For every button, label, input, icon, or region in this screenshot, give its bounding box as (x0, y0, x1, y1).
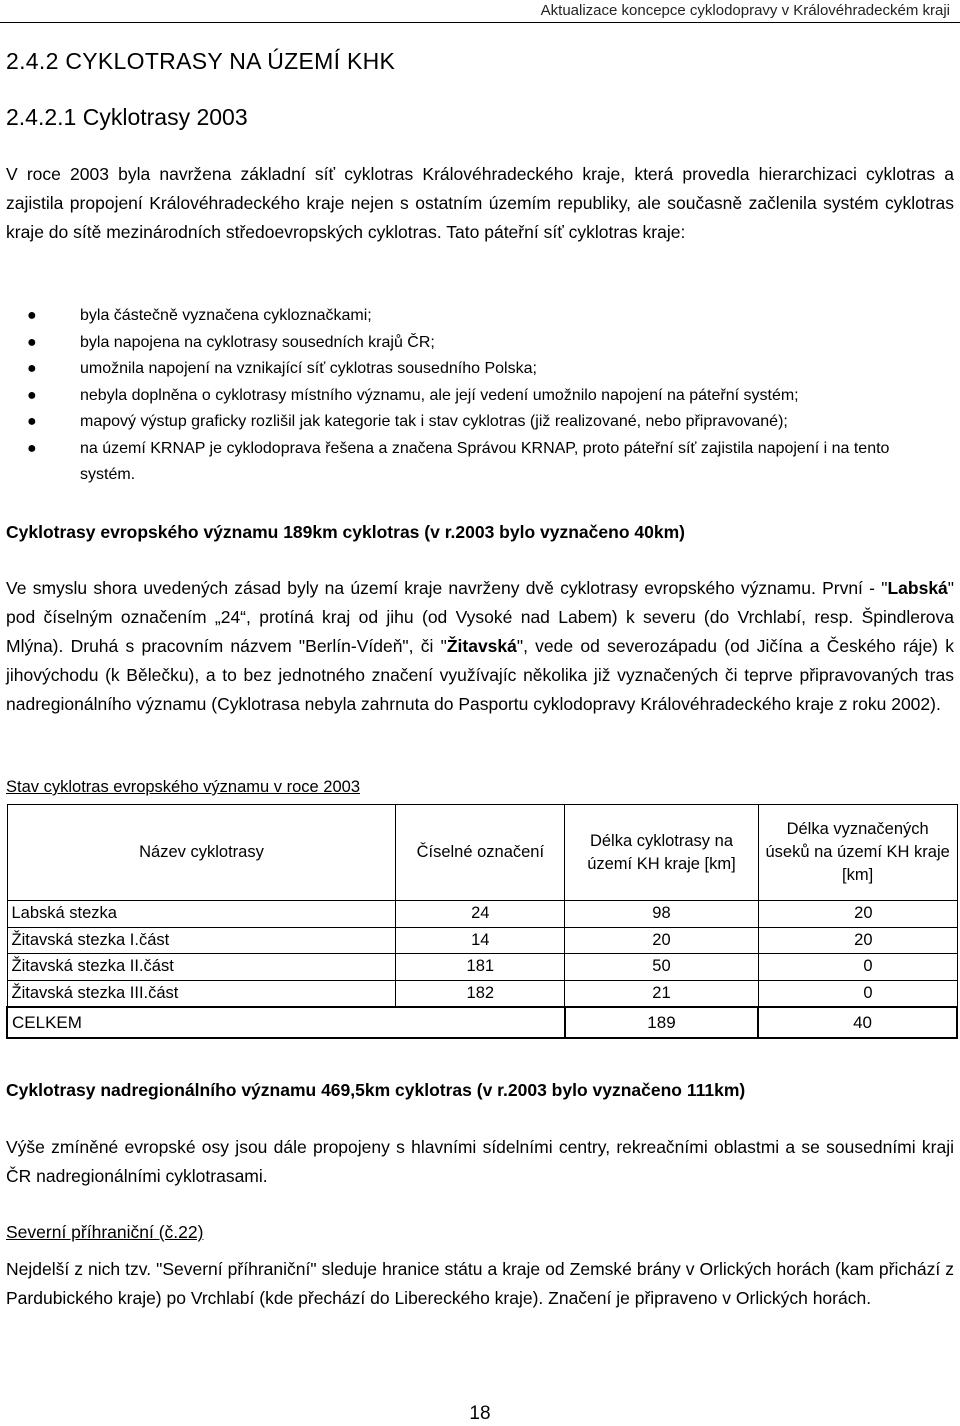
route-name: Žitavská stezka III.část (7, 980, 396, 1007)
european-routes-paragraph: Ve smyslu shora uvedených zásad byly na území kraje navrženy dvě cyklotrasy evropského významu. První - "Labská" pod číselným označením „24“, protíná kraj od jihu (od Vysoké nad Labem) k severu (do Vrchlabí, resp. Špindlerova Mlýna). Druhá s pracovním názvem "Berlín-Vídeň", či "Žitavská", vede od severozápadu (od Jičína a Českého ráje) k jihovýchodu (k Bělečku), a to bez jednotného značení využívajíc několika již vyznačených či teprve připravovaných tras nadregionálního významu (Cyklotrasa nebyla zahrnuta do Pasportu cyklodopravy Královéhradeckého kraje z roku 2002). (6, 578, 954, 714)
table-row (7, 901, 957, 928)
column-header: Délka vyznačených úseků na území KH kraje [km] (758, 805, 957, 901)
bullet-icon: ● (27, 439, 37, 457)
subsection-heading: 2.4.2.1 Cyklotrasy 2003 (6, 104, 248, 130)
section-heading: 2.4.2 CYKLOTRASY NA ÚZEMÍ KHK (6, 48, 396, 74)
list-item: ● byla napojena na cyklotrasy sousedních krajů ČR; (0, 330, 930, 357)
route-length: 50 (565, 954, 759, 981)
route-number: 182 (396, 980, 565, 1007)
intro-paragraph: V roce 2003 byla navržena základní síť cyklotras Královéhradeckého kraje, která provedla hierarchizaci cyklotras a zajistila propojení Královéhradeckého kraje nejen s ostatním územím republiky, ale současně začlenila systém cyklotras kraje do sítě mezinárodních středoevropských cyklotras. Tato páteřní síť cyklotras kraje: (6, 164, 954, 242)
table-caption: Stav cyklotras evropského významu v roce 2003 (6, 778, 361, 796)
route-marked: 20 (758, 927, 957, 954)
total-label: CELKEM (7, 1007, 565, 1038)
route-marked: 20 (758, 901, 957, 928)
european-routes-heading: Cyklotrasy evropského významu 189km cyklotras (v r.2003 bylo vyznačeno 40km) (6, 522, 685, 542)
list-item: ● nebyla doplněna o cyklotrasy místního významu, ale její vedení umožnilo napojení na páteřní systém; (0, 383, 930, 410)
bullet-icon: ● (27, 360, 37, 377)
route-number: 14 (396, 927, 565, 954)
total-marked: 40 (758, 1007, 957, 1038)
bullet-icon: ● (27, 413, 37, 430)
bullet-icon: ● (27, 333, 37, 351)
table-row (7, 980, 957, 1007)
bullet-icon: ● (27, 386, 37, 404)
list-item: ● mapový výstup graficky rozlišil jak kategorie tak i stav cyklotras (již realizované, nebo připravované); (0, 409, 930, 436)
table-header-row (7, 805, 957, 901)
table-row (7, 954, 957, 981)
list-item: ● byla částečně vyznačena cykloznačkami; (0, 303, 930, 330)
page-number: 18 (469, 1403, 491, 1424)
supraregional-paragraph: Výše zmíněné evropské osy jsou dále propojeny s hlavními sídelními centry, rekreačními oblastmi a se sousedními kraji ČR nadregionálními cyklotrasami. (6, 1137, 954, 1186)
route-marked: 0 (758, 954, 957, 981)
header-rule (0, 22, 960, 23)
list-item: ● na území KRNAP je cyklodoprava řešena a značena Správou KRNAP, proto páteřní síť zajistila napojení i na tento systém. (0, 436, 930, 489)
column-header: Název cyklotrasy (7, 805, 396, 901)
column-header: Číselné označení (396, 805, 565, 901)
table-total-row (7, 1007, 957, 1038)
running-header: Aktualizace koncepce cyklodopravy v Královéhradeckém kraji (540, 2, 950, 19)
route-marked: 0 (758, 980, 957, 1007)
route-name: Žitavská stezka II.část (7, 954, 396, 981)
route-number: 24 (396, 901, 565, 928)
column-header: Délka cyklotrasy na území KH kraje [km] (565, 805, 759, 901)
route-length: 21 (565, 980, 759, 1007)
route-length: 20 (565, 927, 759, 954)
total-length: 189 (565, 1007, 759, 1038)
route-number: 181 (396, 954, 565, 981)
table-row (7, 927, 957, 954)
route-name: Žitavská stezka I.část (7, 927, 396, 954)
supraregional-routes-heading: Cyklotrasy nadregionálního významu 469,5km cyklotras (v r.2003 bylo vyznačeno 111km) (6, 1080, 746, 1100)
route-name: Labská stezka (7, 901, 396, 928)
bullet-icon: ● (27, 307, 37, 324)
northern-route-heading: Severní příhraniční (č.22) (6, 1222, 204, 1242)
european-routes-table (6, 804, 958, 1039)
list-item: ● umožnila napojení na vznikající síť cyklotras sousedního Polska; (0, 356, 930, 383)
bullet-list (0, 303, 930, 489)
northern-route-paragraph: Nejdelší z nich tzv. "Severní příhraniční" sleduje hranice státu a kraje od Zemské brány v Orlických horách (kam přichází z Pardubického kraje) po Vrchlabí (kde přechází do Libereckého kraje). Značení je připraveno v Orlických horách. (6, 1259, 954, 1308)
route-length: 98 (565, 901, 759, 928)
